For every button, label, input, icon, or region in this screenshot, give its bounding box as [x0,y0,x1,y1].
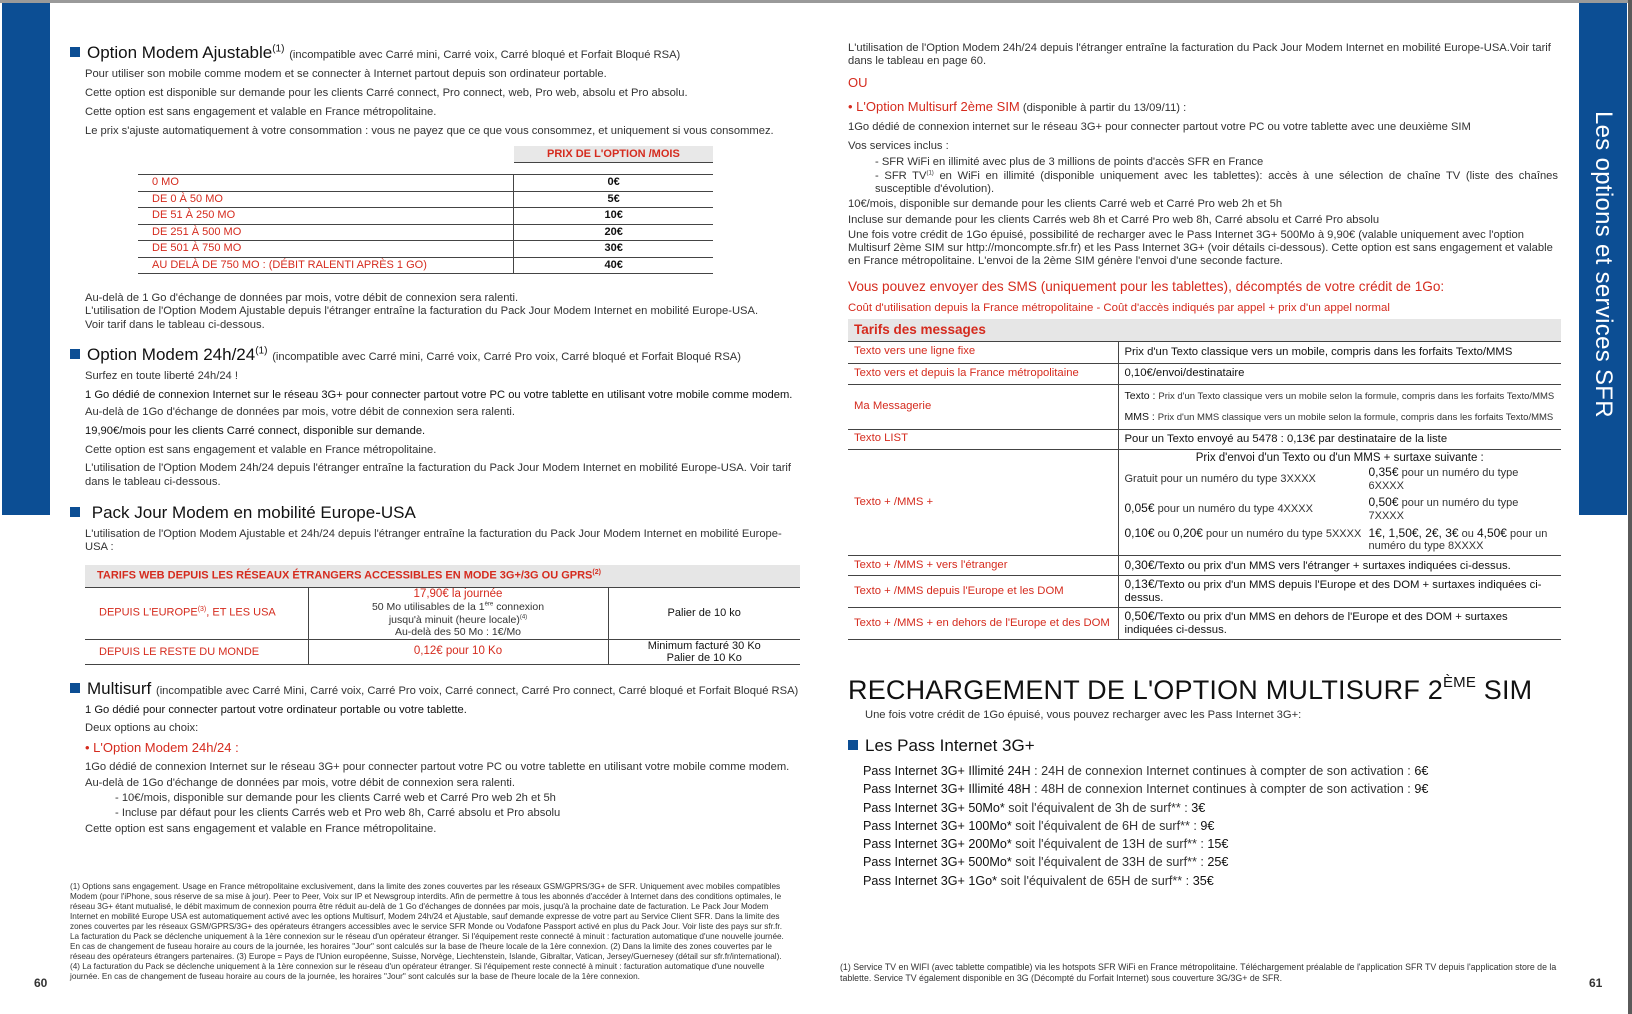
pass-name: Pass Internet 3G+ 1Go* [863,873,998,888]
multisurf-2-heading [848,98,1564,116]
pass-name: Pass Internet 3G+ 500Mo* [863,855,1012,870]
pass-name: Pass Internet 3G+ 50Mo* [863,800,1005,815]
page-number-right: 61 [1589,976,1603,990]
list-item [863,835,1564,853]
pass-desc: : 24H de connexion Internet continues à compter de son activation : [1030,764,1415,778]
heading-text: Option Modem Ajustable [87,43,273,62]
table-row [138,257,713,274]
table-header [85,565,800,587]
modem-ajustable-section [70,42,800,139]
text-line: Le prix s'ajuste automatiquement à votre consommation : vous ne payez que ce que vous consommez, et uniquement si vous consommez. [85,125,774,138]
value-text: /Texto ou prix d'un MMS en dehors de l'Europe et des DOM + surtaxes indiquées ci-dessus. [1124,611,1508,637]
text-line: Au-delà de 1Go d'échange de données par mois, votre débit de connexion sera ralenti. [85,776,516,789]
row-detail [309,614,608,627]
row-value: 0,10€/envoi/destinataire [1118,363,1561,384]
surtaxe-text: pour un numéro du type 6XXXX [1368,466,1519,492]
pack-jour-table [85,565,800,665]
right-frame-edge [1628,0,1632,1014]
table-row [848,576,1561,608]
row-price: 17,90€ la journée [413,587,503,600]
table-row [848,449,1561,556]
heading-text: Pack Jour Modem en mobilité Europe-USA [91,503,416,522]
text-line: Cette option est sans engagement et valable en France métropolitaine. [85,823,437,836]
multisurf-text [70,703,800,837]
table-row [138,191,713,208]
heading-text: Option Modem 24h/24 [87,345,256,364]
text-line: 1 Go dédié de connexion Internet sur le réseau 3G+ pour connecter partout votre PC ou votre tablette en utilisant votre mobile comme modem. [85,389,793,402]
row-value [1118,608,1561,640]
ou-label: OU [848,75,868,90]
pass-name: Pass Internet 3G+ Illimité 24H [863,764,1031,778]
table-row [138,208,713,225]
row-value [1118,556,1561,576]
table-row [848,384,1561,429]
modem-ajustable-price-table [138,146,713,274]
table-row [848,608,1561,640]
table-header-row [848,319,1561,341]
header-sup: (2) [592,569,601,576]
heading-note: (incompatible avec Carré Mini, Carré voix, Carré Pro voix, Carré connect, Carré Pro connect, Carré bloqué et Forfait Bloqué RSA) [155,685,799,697]
row-label: Texto + /MMS + vers l'étranger [848,556,1118,576]
row-value [1118,449,1561,556]
surtaxe-amount: 0,05€ [1124,501,1155,516]
pack-jour-section [70,502,800,555]
surtaxe-amount: 4,50€ [1476,525,1507,540]
row-palier: Palier de 10 ko [608,587,800,640]
surtaxe-text: ou [1154,527,1173,540]
pass-desc: soit l'équivalent de 13H de surf** : [1011,837,1208,852]
bullet-square-icon [70,683,80,693]
pass-price: 9€ [1200,818,1215,833]
table-header-row [85,565,800,587]
text-line: L'utilisation de l'Option Modem Ajustable depuis l'étranger entraîne la facturation du Pack Jour Modem Internet en mobilité Europe-USA. [85,305,759,318]
surtaxe-text: pour un numéro du type 8XXXX [1368,527,1548,553]
table-row [848,363,1561,384]
table-row [848,556,1561,576]
pass-price: 6€ [1414,764,1429,778]
side-title [1580,14,1626,514]
table-header-row [138,146,713,163]
text-line: Une fois votre crédit de 1Go épuisé, possibilité de recharger avec le Pass Internet 3G+ 500Mo à 9,90€ (valable uniquement avec l'option Multisurf 2ème SIM sur http://moncompte.sfr.fr) et les Pass Internet 3G+ (voir détails ci-dessous). Cette option est sans engagement et valable en France métropolitaine. L'envoi de la 2ème SIM génère l'envoi d'une seconde facture. [848,229,1553,268]
surtaxe-cell [1125,527,1365,553]
sms-subtitle: Coût d'utilisation depuis la France métropolitaine - Coût d'accès indiqués par appel + prix d'un appel normal [848,302,1390,314]
list-item [863,817,1564,835]
list-item [863,872,1564,890]
tarifs-messages-table [848,319,1561,640]
spacer-cell [514,163,713,175]
modem-24-heading [70,344,800,367]
row-label: DE 251 À 500 MO [138,224,514,241]
row-label: Texto + /MMS depuis l'Europe et les DOM [848,576,1118,608]
heading-text: • L'Option Multisurf 2ème SIM [848,99,1020,114]
pass-desc: soit l'équivalent de 3h de surf** : [1004,800,1192,815]
text-line: Cette option est disponible sur demande pour les clients Carré connect, Pro connect, web, Pro web, absolu et Pro absolu. [85,87,688,100]
table-row [138,175,713,192]
pass-desc: : 48H de connexion Internet continues à compter de son activation : [1030,782,1415,797]
table-row [848,341,1561,363]
text-line [848,170,1564,196]
surtaxe-amount: 0,10€ [1124,525,1155,540]
modem-ajustable-after [70,292,800,332]
header-text: TARIFS WEB DEPUIS LES RÉSEAUX ÉTRANGERS ACCESSIBLES EN MODE 3G+/3G OU GPRS [97,569,593,582]
detail-part: 50 Mo utilisables de la 1 [371,601,485,614]
row-price: 10€ [514,208,713,225]
row-detail [309,601,608,614]
surtaxe-amount: 0,50€ [1368,495,1399,510]
text-part: - SFR TV [875,170,927,183]
value-key: Texto : [1124,389,1159,402]
multisurf-2-section [848,98,1564,268]
value-text: Prix d'un MMS classique vers un mobile selon la formule, compris dans les forfaits Texto/MMS [1157,411,1554,423]
row-label [85,587,308,640]
text-line: 19,90€/mois pour les clients Carré connect, disponible sur demande. [85,425,426,438]
text-line: L'utilisation de l'Option Modem 24h/24 depuis l'étranger entraîne la facturation du Pack Jour Modem Internet en mobilité Europe-USA. Voir tarif dans le tableau ci-dessous. [85,462,792,488]
surtaxe-grid [1125,466,1556,553]
surtaxe-text: pour un numéro du type 7XXXX [1368,497,1519,522]
side-title-text: Les options et services SFR [1590,110,1617,418]
row-price: 0,12€ pour 10 Ko [308,640,608,665]
label-sup: (3) [197,606,207,614]
title-sup: ÈME [1442,674,1477,691]
row-value: Prix d'un Texto classique vers un mobile, compris dans les forfaits Texto/MMS [1118,341,1561,363]
row-label: DE 0 À 50 MO [138,191,514,208]
table-row [138,241,713,258]
pack-jour-intro: L'utilisation de l'Option Modem Ajustable et 24h/24 depuis l'étranger entraîne la facturation du Pack Jour Modem Internet en mobilité Europe-USA : [85,527,782,554]
heading-text: Les Pass Internet 3G+ [865,736,1035,755]
pass-price: 9€ [1414,782,1429,797]
list-item [863,799,1564,817]
heading-sup: (1) [272,43,285,55]
heading-sup: (1) [255,345,268,357]
row-label: DE 501 À 750 MO [138,241,514,258]
row-price: 0€ [514,175,713,192]
value-text: /Texto ou prix d'un MMS vers l'étranger + surtaxes indiquées ci-dessus. [1154,559,1511,572]
table-row [138,224,713,241]
surtaxe-amount: 0,20€ [1172,525,1203,540]
multisurf-section [70,678,800,837]
row-price: 40€ [514,257,713,274]
row-label: Texto + /MMS + en dehors de l'Europe et des DOM [848,608,1118,640]
left-blue-bar [2,3,50,515]
surtaxe-cell [1125,502,1365,516]
row-label: DE 51 À 250 MO [138,208,514,225]
heading-note: (disponible à partir du 13/09/11) : [1022,102,1187,114]
text-line: 1Go dédié de connexion Internet sur le réseau 3G+ pour connecter partout votre PC ou votre tablette en utilisant votre mobile comme modem. [85,760,790,773]
pass-price: 15€ [1207,837,1229,852]
row-price: 20€ [514,224,713,241]
row-label: Texto vers une ligne fixe [848,341,1118,363]
surtaxe-text: pour un numéro du type 4XXXX [1154,503,1313,516]
text-line: Voir tarif dans le tableau ci-dessous. [85,318,265,331]
text-part: en WiFi en illimité (disponible uniquement avec les tablettes): accès à une sélection de chaîne TV (liste des chaînes susceptible d'évolution). [875,170,1558,196]
detail-part: connexion [496,601,545,614]
row-value: Pour un Texto envoyé au 5478 : 0,13€ par destinataire de la liste [1118,429,1561,449]
text-line: Vos services inclus : [848,140,949,153]
pass-name: Pass Internet 3G+ Illimité 48H [863,782,1031,797]
top-text: L'utilisation de l'Option Modem 24h/24 depuis l'étranger entraîne la facturation du Pack Jour Modem Internet en mobilité Europe-USA.Voir tarif dans le tableau en page 60. [848,42,1551,68]
title-part: SIM [1476,675,1533,705]
row-label: Texto vers et depuis la France métropolitaine [848,363,1118,384]
pass-name: Pass Internet 3G+ 200Mo* [863,837,1012,852]
surtaxe-cell [1369,527,1556,553]
pass-desc: soit l'équivalent de 6H de surf** : [1011,818,1201,833]
modem-24-text [70,369,800,489]
value-text: /Texto ou prix d'un MMS depuis l'Europe et des DOM + surtaxes indiquées ci-dessus. [1124,579,1542,605]
surtaxe-cell [1369,466,1556,492]
surtaxe-amount: 1€, 1,50€, 2€, 3€ [1368,525,1459,540]
value-amount: 0,30€ [1124,557,1155,572]
text-line: 10€/mois, disponible sur demande pour les clients Carré web et Carré Pro web 2h et 5h [848,198,1283,211]
rechargement-title [848,672,1532,708]
row-label: Texto + /MMS + [848,449,1118,556]
table-header: Tarifs des messages [848,319,1561,341]
text-line: Deux options au choix: [85,722,199,735]
surtaxe-text: ou [1458,527,1477,540]
label-part: DEPUIS L'EUROPE [99,607,198,620]
table-row [848,429,1561,449]
row-label: Ma Messagerie [848,384,1118,429]
multisurf-heading [70,678,800,701]
bullet-square-icon [70,47,80,57]
empty-cell [138,146,514,163]
row-label: AU DELÀ DE 750 MO : (DÉBIT RALENTI APRÈS 1 GO) [138,257,514,274]
row-price: 30€ [514,241,713,258]
row-price: 5€ [514,191,713,208]
detail-sup: (4) [519,614,528,621]
row-detail: Au-delà des 50 Mo : 1€/Mo [394,626,522,639]
bullet-square-icon [848,740,858,750]
value-amount: 0,50€ [1124,609,1155,624]
subheading: • L'Option Modem 24h/24 : [85,740,239,756]
modem-24-section [70,344,800,489]
surtaxe-amount: 0,35€ [1368,464,1399,479]
rechargement-subtitle: Une fois votre crédit de 1Go épuisé, vous pouvez recharger avec les Pass Internet 3G+: [865,709,1302,721]
heading-note: (incompatible avec Carré mini, Carré voix, Carré bloqué et Forfait Bloqué RSA) [289,49,681,61]
text-line: Au-delà de 1 Go d'échange de données par mois, votre débit de connexion sera ralenti. [85,292,519,304]
palier-line: Palier de 10 Ko [666,652,742,665]
bullet-square-icon [70,507,80,517]
pass-price: 35€ [1192,873,1214,888]
text-line: Pour utiliser son mobile comme modem et se connecter à Internet partout depuis son ordinateur portable. [85,67,607,80]
pack-jour-heading [70,502,800,525]
text-sup: (1) [926,170,934,177]
detail-part: jusqu'à minuit (heure locale) [388,613,520,626]
title-part: RECHARGEMENT DE L'OPTION MULTISURF 2 [848,675,1443,705]
table-header: PRIX DE L'OPTION /MOIS [514,146,713,163]
text-line: - Incluse par défaut pour les clients Carrés web et Pro web 8h, Carré absolu et Pro absolu [115,807,561,820]
text-line: - SFR WiFi en illimité avec plus de 3 millions de points d'accès SFR en France [875,156,1264,169]
text-line: Cette option est sans engagement et valable en France métropolitaine. [85,444,437,457]
page-number-left: 60 [34,976,48,990]
text-line: Cette option est sans engagement et valable en France métropolitaine. [85,106,437,119]
modem-ajustable-text [70,67,800,139]
spacer-cell [138,163,514,175]
heading-note: (incompatible avec Carré mini, Carré voix, Carré Pro voix, Carré bloqué et Forfait Bloqué RSA) [272,351,741,363]
pass-price: 3€ [1191,800,1206,815]
list-item [863,853,1564,871]
value-amount: 0,13€ [1124,577,1155,592]
left-footnote: (1) Options sans engagement. Usage en France métropolitaine exclusivement, dans la limite des zones couvertes par les réseaux GSM/GPRS/3G+ de SFR. Uniquement avec mobiles compatibles Modem (pour l'iPhone, sous réserve de sa mise à jour). Peer to Peer, Voix sur IP et Newsgroup interdits. Afin de permettre à tous les abonnés d'accéder à Internet dans des conditions optimales, le réseau 3G+ étant mutualisé, le débit maximum de connexion pourra être réduit au-delà de 1 Go d'échanges de données par mois, jusqu'à la prochaine date de facturation. Le Pack Jour Modem Internet en mobilité Europe USA est automatiquement activé avec les options Multisurf, Modem 24h/24 et Ajustable, sauf demande expresse de votre part au Service Client SFR. Dans la limite des zones couvertes par les réseaux GSM/GPRS/3G+ des opérateurs étrangers accessibles avec le service SFR Monde ou Vodafone Passport activé en plus du Pack Jour. Voir liste des pays sur sfr.fr. La facturation du Pack se déclenche uniquement à la 1ère connexion sur le réseau d'un opérateur étranger. Si l'équipement reste connecté à minuit : facturation automatique d'une nouvelle journée. En cas de changement de fuseau horaire au cours de la journée, les horaires "Jour" sont calculés sur la base de l'heure locale de la 1ère connexion. (2) Dans la limite des zones couvertes par le réseau des opérateurs étrangers partenaires. (3) Europe = Pays de l'Union européenne, Suisse, Norvège, Liechtenstein, Islande, Gibraltar, Vatican, Jersey/Guernesey (détail sur sfr.fr/international). (4) La facturation du Pack se déclenche uniquement à la 1ère connexion sur le réseau d'un opérateur étranger. Si l'équipement reste connecté à minuit : facturation automatique d'une nouvelle journée. En cas de changement de fuseau horaire au cours de la journée, les horaires "Jour" sont calculés sur la base de l'heure locale de la 1ère connexion. [70,882,784,981]
pass-price: 25€ [1207,855,1229,870]
bullet-square-icon [70,349,80,359]
pass-name: Pass Internet 3G+ 100Mo* [863,818,1012,833]
value-key: MMS : [1124,410,1158,423]
pass-heading [848,735,1564,758]
list-item [863,762,1564,780]
right-footnote: (1) Service TV en WIFI (avec tablette compatible) via les hotspots SFR WiFi en France métropolitaine. Téléchargement préalable de l'application SFR TV depuis l'application store de la tablette. Service TV également disponible en 3G (Décompté du Forfait Internet) sous couverture 3G/3G+ de SFR. [840,962,1557,983]
value-line [1125,390,1556,403]
table-row [85,640,800,665]
top-border [0,0,1632,3]
heading-text: Multisurf [87,679,152,698]
value-text: Prix d'un Texto classique vers un mobile selon la formule, compris dans les forfaits Texto/MMS [1158,390,1555,402]
row-price-cell [308,587,608,640]
value-head: Prix d'envoi d'un Texto ou d'un MMS + surtaxe suivante : [1195,451,1484,464]
row-value [1118,576,1561,608]
pass-desc: soit l'équivalent de 65H de surf** : [997,873,1193,888]
list-item [863,780,1564,798]
row-value [1118,384,1561,429]
palier-line: Minimum facturé 30 Ko [647,640,761,653]
label-part: , ET LES USA [206,607,276,620]
pass-list [848,762,1564,890]
row-label: 0 MO [138,175,514,192]
surtaxe-cell: Gratuit pour un numéro du type 3XXXX [1124,472,1316,485]
modem-ajustable-heading [70,42,800,65]
row-label: DEPUIS LE RESTE DU MONDE [85,640,308,665]
table-row [85,587,800,640]
row-palier [608,640,800,665]
surtaxe-cell [1369,496,1556,522]
value-line [1125,411,1556,424]
text-line: Au-delà de 1Go d'échange de données par mois, votre débit de connexion sera ralenti. [85,406,516,419]
row-label: Texto LIST [848,429,1118,449]
text-line: Surfez en toute liberté 24h/24 ! [85,369,238,382]
text-line: 1Go dédié de connexion internet sur le réseau 3G+ pour connecter partout votre PC ou votre tablette avec une deuxième SIM [848,121,1471,134]
table-spacer-row [138,163,713,175]
pass-desc: soit l'équivalent de 33H de surf** : [1011,855,1208,870]
text-line: - 10€/mois, disponible sur demande pour les clients Carré web et Carré Pro web 2h et 5h [115,791,556,804]
detail-sup: ère [484,601,494,608]
sms-title: Vous pouvez envoyer des SMS (uniquement pour les tablettes), décomptés de votre crédit de 1Go: [848,279,1445,294]
surtaxe-text: pour un numéro du type 5XXXX [1202,527,1362,540]
text-line: Incluse sur demande pour les clients Carrés web 8h et Carré Pro web 8h, Carré absolu et Carré Pro absolu [848,214,1380,227]
text-line: 1 Go dédié pour connecter partout votre ordinateur portable ou votre tablette. [85,703,467,716]
